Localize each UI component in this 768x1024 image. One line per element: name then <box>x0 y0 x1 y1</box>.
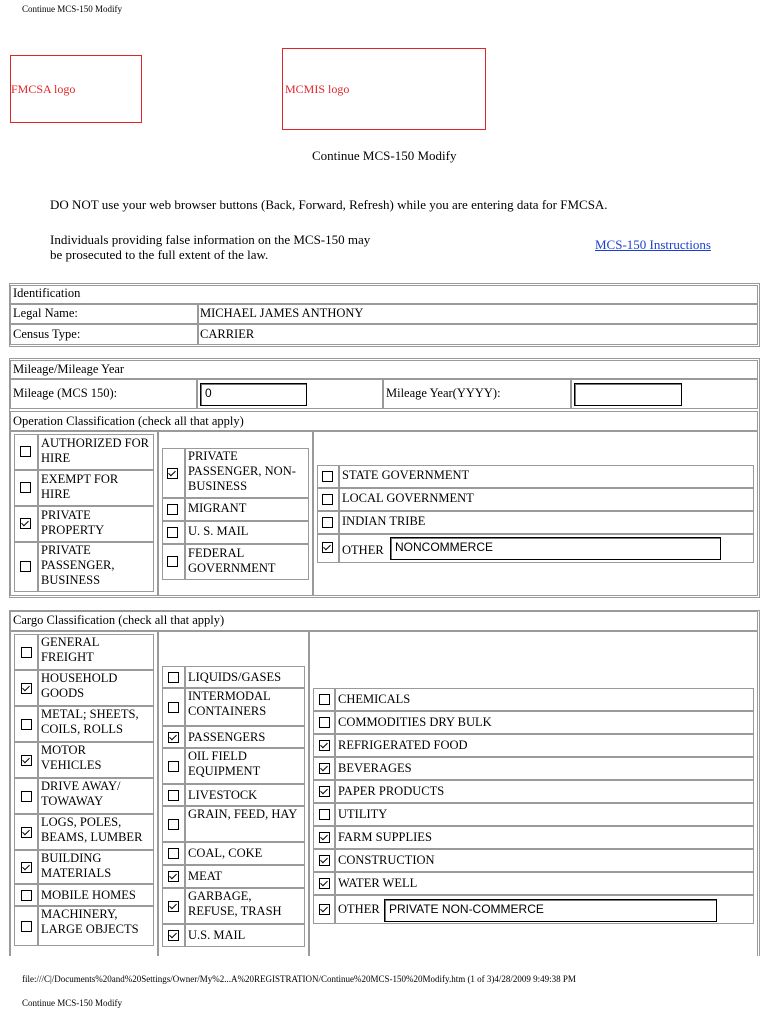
cargo-col3-item-5-label: UTILITY <box>338 807 388 821</box>
census-value-cell <box>198 324 758 345</box>
cargo-col3-item-4-checkbox[interactable] <box>319 786 330 797</box>
census-type-label: Census Type: <box>13 327 81 341</box>
op-local-government-checkbox[interactable] <box>322 494 333 505</box>
cargo-col1-item-6-checkbox[interactable] <box>21 862 32 873</box>
cargo-col3-item-6-label: FARM SUPPLIES <box>338 830 432 844</box>
cargo-col3-item-4-label: PAPER PRODUCTS <box>338 784 445 798</box>
mileage-year-input[interactable] <box>574 383 682 406</box>
cargo-col3-item-9-label: OTHER <box>338 902 380 916</box>
legal-name-label: Legal Name: <box>13 306 78 320</box>
census-type-value: CARRIER <box>200 327 255 341</box>
cargo-col2-item-5-checkbox[interactable] <box>168 819 179 830</box>
cargo-col1-item-5-checkbox[interactable] <box>21 827 32 838</box>
op-private-passenger-business-checkbox[interactable] <box>20 561 31 572</box>
legal-name-value: MICHAEL JAMES ANTHONY <box>200 306 364 320</box>
cargo-col3-item-9-checkbox[interactable] <box>319 904 330 915</box>
cargo-col1-item-3-label: MOTOR VEHICLES <box>41 743 102 772</box>
op-private-passenger-business-label: PRIVATE PASSENGER, BUSINESS <box>41 543 115 587</box>
cargo-col1-item-3-checkbox[interactable] <box>21 755 32 766</box>
cargo-col3-item-8-label: WATER WELL <box>338 876 418 890</box>
cargo-col2-item-4-label: LIVESTOCK <box>188 788 258 802</box>
page-title: Continue MCS-150 Modify <box>312 148 457 163</box>
top-page-title: Continue MCS-150 Modify <box>22 4 123 14</box>
false-info-line2: be prosecuted to the full extent of the law. <box>50 247 269 262</box>
cargo-col2-item-0-label: LIQUIDS/GASES <box>188 670 282 684</box>
op-federal-government-checkbox[interactable] <box>167 556 178 567</box>
cargo-col2-item-4-checkbox[interactable] <box>168 790 179 801</box>
cargo-col3-item-2-label: REFRIGERATED FOOD <box>338 738 468 752</box>
cargo-col3-item-0-label: CHEMICALS <box>338 692 411 706</box>
op-us-mail-checkbox[interactable] <box>167 527 178 538</box>
op-other-label: OTHER <box>342 543 384 557</box>
cargo-col3-item-6-checkbox[interactable] <box>319 832 330 843</box>
op-indian-tribe-checkbox[interactable] <box>322 517 333 528</box>
browser-warning: DO NOT use your web browser buttons (Back, Forward, Refresh) while you are entering data for FMCSA. <box>50 197 608 212</box>
mcmis-logo <box>282 48 486 130</box>
mcmis-logo-label: MCMIS logo <box>285 81 350 96</box>
cargo-col1-item-4-label: DRIVE AWAY/ TOWAWAY <box>41 779 121 808</box>
cargo-col2-item-6-checkbox[interactable] <box>168 848 179 859</box>
cargo-col3-item-0-checkbox[interactable] <box>319 694 330 705</box>
op-private-property-checkbox[interactable] <box>20 518 31 529</box>
cargo-col3-item-5-checkbox[interactable] <box>319 809 330 820</box>
cargo-col3-item-1-checkbox[interactable] <box>319 717 330 728</box>
cargo-col3-item-7-label: CONSTRUCTION <box>338 853 435 867</box>
fmcsa-logo-label: FMCSA logo <box>11 81 76 96</box>
op-state-government-checkbox[interactable] <box>322 471 333 482</box>
instructions-link[interactable]: MCS-150 Instructions <box>595 237 711 252</box>
cargo-col1-item-7-checkbox[interactable] <box>21 890 32 901</box>
cargo-col2-item-9-checkbox[interactable] <box>168 930 179 941</box>
op-private-passenger-nonbusiness-checkbox[interactable] <box>167 468 178 479</box>
cargo-col1-item-8-label: MACHINERY, LARGE OBJECTS <box>41 907 139 936</box>
identification-heading-cell <box>10 285 758 304</box>
mileage-input[interactable]: 0 <box>200 383 307 406</box>
op-us-mail-label: U. S. MAIL <box>188 524 249 538</box>
cargo-col2-item-8-label: GARBAGE, REFUSE, TRASH <box>188 889 282 918</box>
op-authorized-for-hire-checkbox[interactable] <box>20 446 31 457</box>
cargo-col1-item-0-checkbox[interactable] <box>21 647 32 658</box>
op-exempt-for-hire-checkbox[interactable] <box>20 482 31 493</box>
cargo-col2-item-0-checkbox[interactable] <box>168 672 179 683</box>
cargo-col2-item-7-label: MEAT <box>188 869 223 883</box>
cargo-col1-item-2-checkbox[interactable] <box>21 719 32 730</box>
identification-heading: Identification <box>13 286 81 300</box>
op-migrant-label: MIGRANT <box>188 501 247 515</box>
op-private-passenger-nonbusiness-label: PRIVATE PASSENGER, NON-BUSINESS <box>188 449 296 493</box>
cargo-col2-item-5-label: GRAIN, FEED, HAY <box>188 807 298 821</box>
false-info-line1: Individuals providing false information on the MCS-150 may <box>50 232 371 247</box>
op-other-input[interactable]: NONCOMMERCE <box>390 537 721 560</box>
op-federal-government-label: FEDERAL GOVERNMENT <box>188 546 276 575</box>
cargo-col3-item-1-label: COMMODITIES DRY BULK <box>338 715 492 729</box>
mileage-label: Mileage (MCS 150): <box>13 386 118 400</box>
op-authorized-for-hire-label: AUTHORIZED FOR HIRE <box>41 436 149 465</box>
cargo-heading: Cargo Classification (check all that apply) <box>13 613 225 627</box>
mileage-heading: Mileage/Mileage Year <box>13 362 125 376</box>
cargo-col1-item-5-label: LOGS, POLES, BEAMS, LUMBER <box>41 815 143 844</box>
cargo-col2-item-3-label: OIL FIELD EQUIPMENT <box>188 749 261 778</box>
op-state-government-label: STATE GOVERNMENT <box>342 468 470 482</box>
cargo-col1-item-7-label: MOBILE HOMES <box>41 888 136 902</box>
op-local-government-label: LOCAL GOVERNMENT <box>342 491 474 505</box>
op-indian-tribe-label: INDIAN TRIBE <box>342 514 426 528</box>
cargo-col2-item-1-checkbox[interactable] <box>168 702 179 713</box>
op-other-checkbox[interactable] <box>322 542 333 553</box>
cargo-col3-item-2-checkbox[interactable] <box>319 740 330 751</box>
cargo-col2-item-6-label: COAL, COKE <box>188 846 263 860</box>
cargo-col3-item-8-checkbox[interactable] <box>319 878 330 889</box>
op-private-property-label: PRIVATE PROPERTY <box>41 508 105 537</box>
cargo-col2-item-1-label: INTERMODAL CONTAINERS <box>188 689 271 718</box>
cargo-col2-item-2-label: PASSENGERS <box>188 730 266 744</box>
cargo-col1-item-2-label: METAL; SHEETS, COILS, ROLLS <box>41 707 139 736</box>
cargo-col1-item-1-label: HOUSEHOLD GOODS <box>41 671 118 700</box>
cargo-col3-item-3-checkbox[interactable] <box>319 763 330 774</box>
cargo-col3-item-7-checkbox[interactable] <box>319 855 330 866</box>
cargo-col1-item-0-label: GENERAL FREIGHT <box>41 635 99 664</box>
cargo-col3-item-3-label: BEVERAGES <box>338 761 412 775</box>
fmcsa-logo <box>10 55 142 123</box>
bottom-page-title: Continue MCS-150 Modify <box>22 998 123 1008</box>
cargo-col1-item-4-checkbox[interactable] <box>21 791 32 802</box>
cargo-col2-item-7-checkbox[interactable] <box>168 871 179 882</box>
op-migrant-checkbox[interactable] <box>167 504 178 515</box>
cargo-col2-item-2-checkbox[interactable] <box>168 732 179 743</box>
mileage-year-label: Mileage Year(YYYY): <box>386 386 501 400</box>
op-exempt-for-hire-label: EXEMPT FOR HIRE <box>41 472 119 501</box>
cargo-col1-item-1-checkbox[interactable] <box>21 683 32 694</box>
cargo-col1-item-8-checkbox[interactable] <box>21 921 32 932</box>
operation-heading: Operation Classification (check all that apply) <box>13 414 244 428</box>
footer-file-path: file:///C|/Documents%20and%20Settings/Owner/My%2...A%20REGISTRATION/Continue%20MCS-150%20Modify.htm (1 of 3)4/28/2009 9:49:38 PM <box>22 974 576 984</box>
cargo-col1-item-6-label: BUILDING MATERIALS <box>41 851 112 880</box>
cargo-col2-item-3-checkbox[interactable] <box>168 761 179 772</box>
cargo-col2-item-8-checkbox[interactable] <box>168 901 179 912</box>
cargo-col2-item-9-label: U.S. MAIL <box>188 928 246 942</box>
cargo-other-input[interactable]: PRIVATE NON-COMMERCE <box>384 899 717 922</box>
